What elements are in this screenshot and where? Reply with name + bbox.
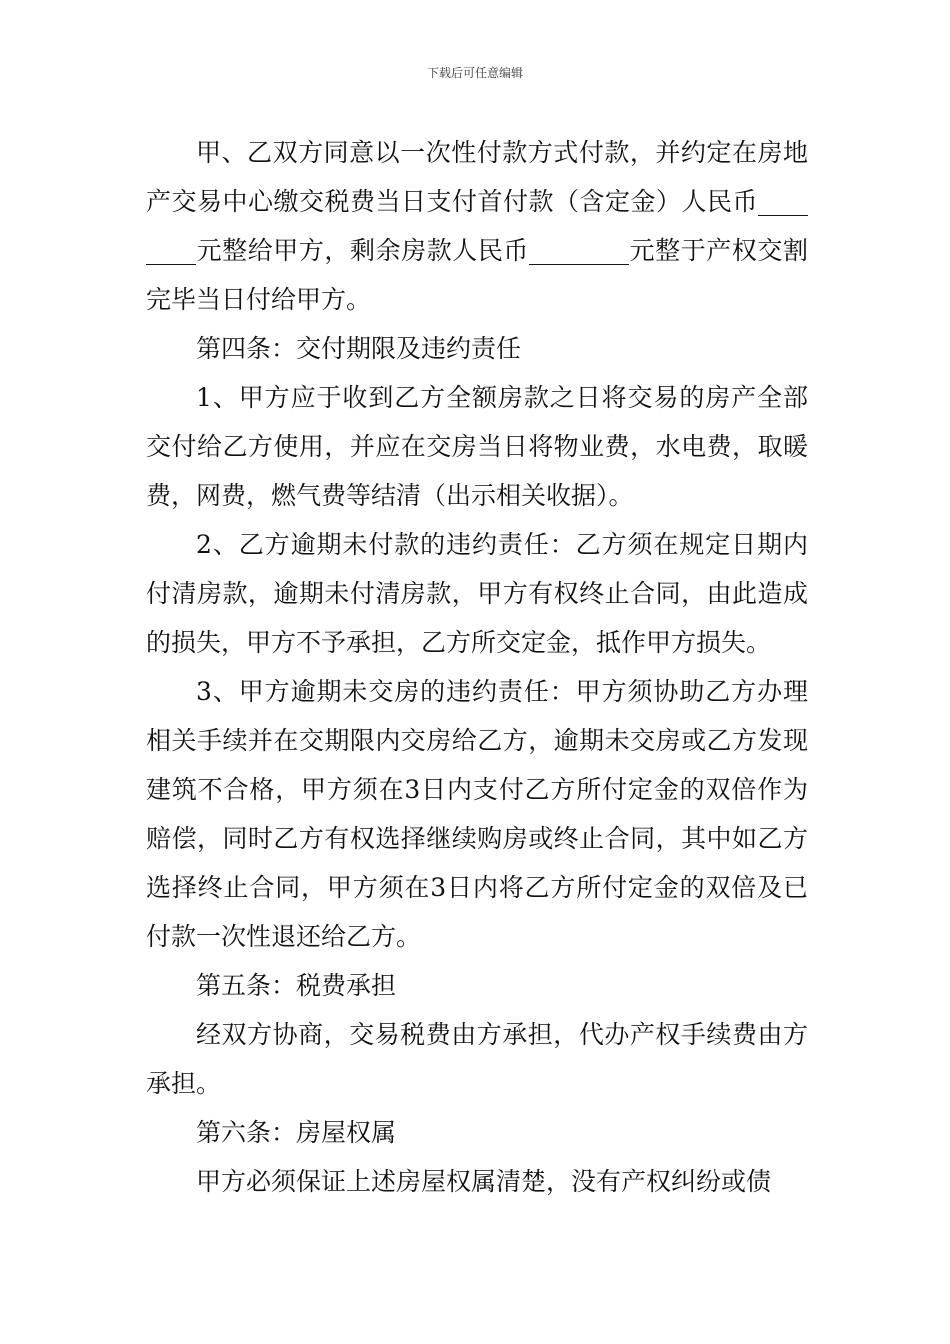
article-5-heading: 第五条：税费承担: [196, 971, 397, 1000]
page-header-note: 下载后可任意编辑: [426, 66, 523, 80]
paragraph-tax-burden: 经双方协商，交易税费由方承担，代办产权手续费由方承担。: [146, 1020, 808, 1098]
paragraph-ownership: 甲方必须保证上述房屋权属清楚，没有产权纠纷或债: [196, 1167, 772, 1196]
paragraph-clause-4-3: 3、甲方逾期未交房的违约责任：甲方须协助乙方办理相关手续并在交期限内交房给乙方，逾期未交房或乙方发现建筑不合格，甲方须在3日内支付乙方所付定金的双倍作为赔偿，同时乙方有权选择继续购房或终止合同，其中如乙方选择终止合同，甲方须在3日内将乙方所付定金的双倍及已付款一次性退还给乙方。: [146, 677, 808, 951]
paragraph-payment-terms: 甲、乙双方同意以一次性付款方式付款，并约定在房地产交易中心缴交税费当日支付首付款（含定金）人民币________元整给甲方，剩余房款人民币________元整于产权交割完毕当日付给甲方。: [146, 138, 808, 314]
article-6-heading: 第六条：房屋权属: [196, 1118, 397, 1147]
paragraph-clause-4-1: 1、甲方应于收到乙方全额房款之日将交易的房产全部交付给乙方使用，并应在交房当日将物业费，水电费，取暖费，网费，燃气费等结清（出示相关收据）。: [146, 383, 808, 510]
article-4-heading: 第四条：交付期限及违约责任: [196, 334, 522, 363]
paragraph-clause-4-2: 2、乙方逾期未付款的违约责任：乙方须在规定日期内付清房款，逾期未付清房款，甲方有权终止合同，由此造成的损失，甲方不予承担，乙方所交定金，抵作甲方损失。: [146, 530, 808, 657]
document-body: [146, 128, 808, 1206]
